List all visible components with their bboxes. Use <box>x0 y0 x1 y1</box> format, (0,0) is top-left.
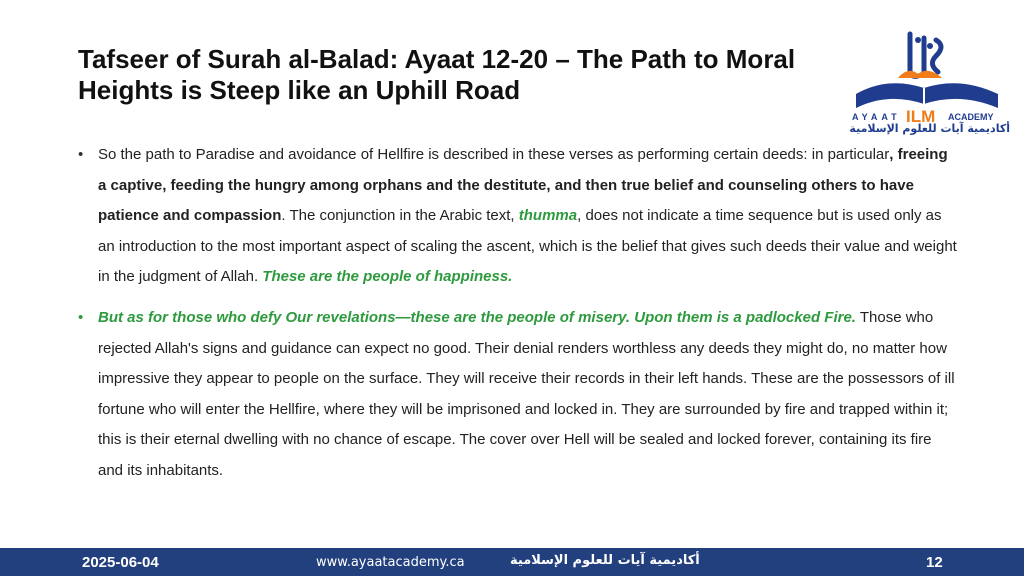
footer-date: 2025-06-04 <box>82 554 159 571</box>
slide-content <box>78 140 958 497</box>
footer-bar <box>0 548 1024 576</box>
logo-arabic-text: أكاديمية آيات للعلوم الإسلامية <box>849 122 1010 135</box>
bullet-paradise <box>78 140 958 293</box>
bullet-1-bold-text: , freeing a captive, feeding the hungry among orphans and the destitute, and then true belief and counseling others to have patience and compassion <box>98 146 948 225</box>
bullet-marker: • <box>78 308 84 326</box>
slide-title: Tafseer of Surah al-Balad: Ayaat 12-20 – The Path to Moral Heights is Steep like an Uphill Road <box>78 44 796 105</box>
logo-word-left: AYAAT <box>852 112 901 122</box>
bullet-misery <box>78 303 958 487</box>
bullet-2-quote: But as for those who defy Our revelations—these are the people of misery. Upon them is a padlocked Fire. <box>98 308 856 326</box>
bullet-marker: • <box>78 146 84 163</box>
logo-word-center: ILM <box>906 107 936 126</box>
footer-url: www.ayaatacademy.ca <box>316 555 465 570</box>
bullet-1-text-3: , does not indicate a time sequence but is used only as an introduction to the most important aspect of scaling the ascent, which is the belief that gives such deeds their value and weight in the judgment of Allah. <box>98 207 957 286</box>
bullet-2-text: Those who rejected Allah's signs and guidance can expect no good. Their denial renders worthless any deeds they might do, no matter how impressive they appear to people on the surface. They will receive their records in their left hands. These are the possessors of ill fortune who will enter the Hellfire, where they will be imprisoned and locked in. They are surrounded by fire and trapped within it; this is their eternal dwelling with no chance of escape. The cover over Hell will be sealed and locked forever, containing its fire and its inhabitants. <box>98 308 955 479</box>
bullet-1-text: So the path to Paradise and avoidance of Hellfire is described in these verses as performing certain deeds: in particular <box>98 146 890 163</box>
page-number: 12 <box>926 554 943 571</box>
book-logo-icon <box>838 30 1018 126</box>
people-of-happiness: These are the people of happiness. <box>262 268 513 286</box>
bullet-1-text-2: . The conjunction in the Arabic text, <box>281 207 519 225</box>
logo-word-right: ACADEMY <box>948 112 994 122</box>
footer-arabic: أكاديمية آيات للعلوم الإسلامية <box>510 553 700 568</box>
thumma-word: thumma <box>518 207 578 225</box>
academy-logo <box>838 30 1018 142</box>
